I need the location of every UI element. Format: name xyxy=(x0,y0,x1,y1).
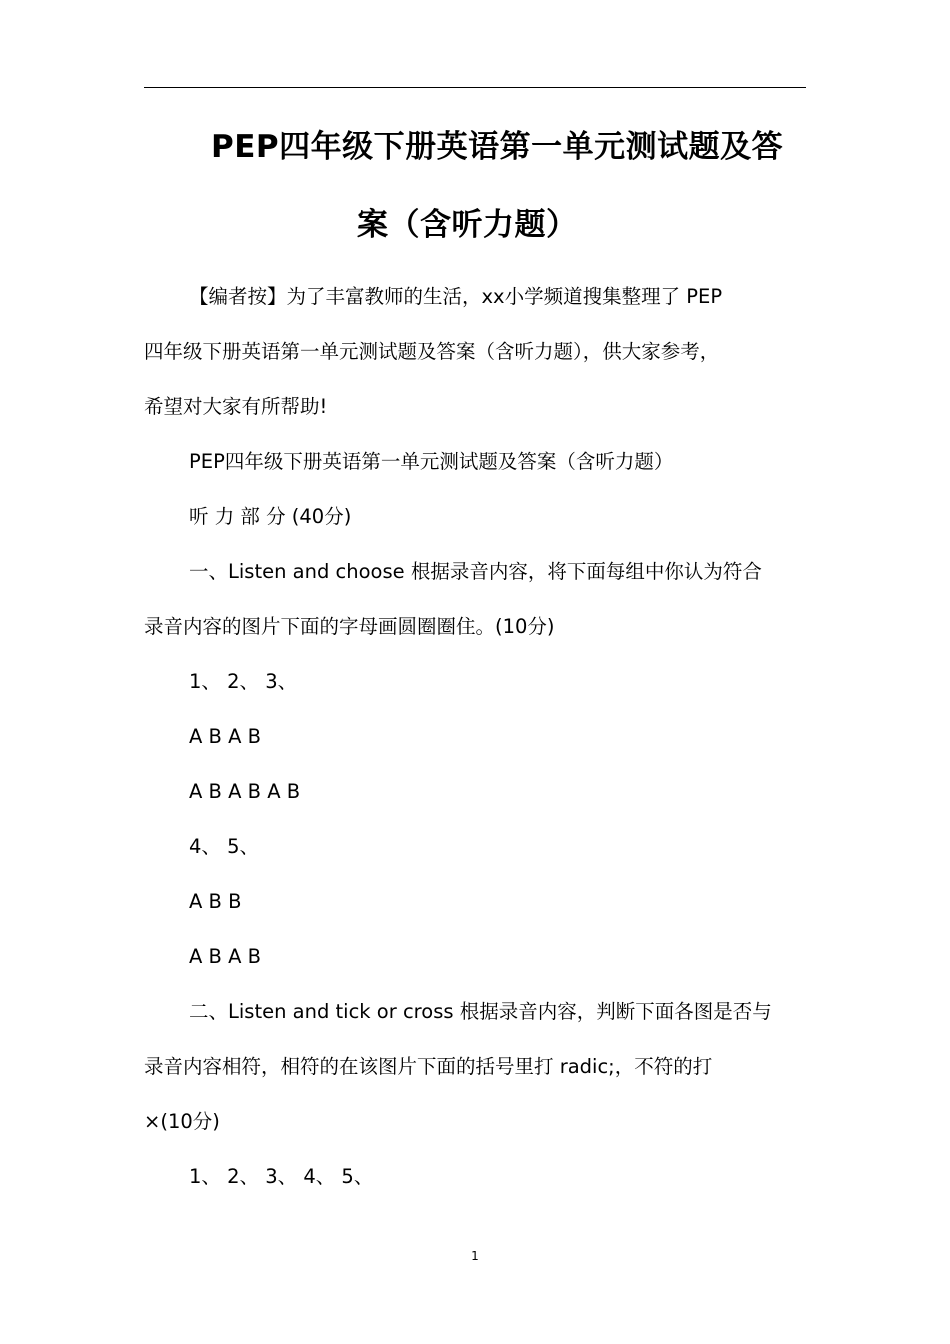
item-numbers-row-2: 4、 5、 xyxy=(189,835,260,858)
listening-section-heading: 听 力 部 分 (40分) xyxy=(189,505,352,528)
options-row-2: A B A B A B xyxy=(189,780,301,803)
page-number: 1 xyxy=(471,1249,479,1263)
question-2-instruction-line-2: 录音内容相符，相符的在该图片下面的括号里打 radic;，不符的打 xyxy=(144,1055,713,1078)
options-row-4: A B A B xyxy=(189,945,262,968)
item-numbers-row-3: 1、 2、 3、 4、 5、 xyxy=(189,1165,374,1188)
subtitle-line: PEP四年级下册英语第一单元测试题及答案（含听力题） xyxy=(189,450,674,473)
document-title-line-2: 案（含听力题） xyxy=(357,207,578,243)
question-1-instruction-line-1: 一、Listen and choose 根据录音内容，将下面每组中你认为符合 xyxy=(189,560,762,583)
item-numbers-row-1: 1、 2、 3、 xyxy=(189,670,298,693)
question-2-instruction-line-1: 二、Listen and tick or cross 根据录音内容，判断下面各图是否与 xyxy=(189,1000,772,1023)
question-2-instruction-line-3: ×(10分) xyxy=(144,1110,220,1133)
options-row-1: A B A B xyxy=(189,725,262,748)
header-rule xyxy=(144,87,806,88)
editor-note-line-1: 【编者按】为了丰富教师的生活，xx小学频道搜集整理了 PEP xyxy=(189,285,723,308)
editor-note-line-2: 四年级下册英语第一单元测试题及答案（含听力题），供大家参考， xyxy=(144,340,720,363)
editor-note-line-3: 希望对大家有所帮助! xyxy=(144,395,328,418)
question-1-instruction-line-2: 录音内容的图片下面的字母画圆圈圈住。(10分) xyxy=(144,615,555,638)
options-row-3: A B B xyxy=(189,890,242,913)
document-title-line-1: PEP四年级下册英语第一单元测试题及答 xyxy=(211,129,784,165)
